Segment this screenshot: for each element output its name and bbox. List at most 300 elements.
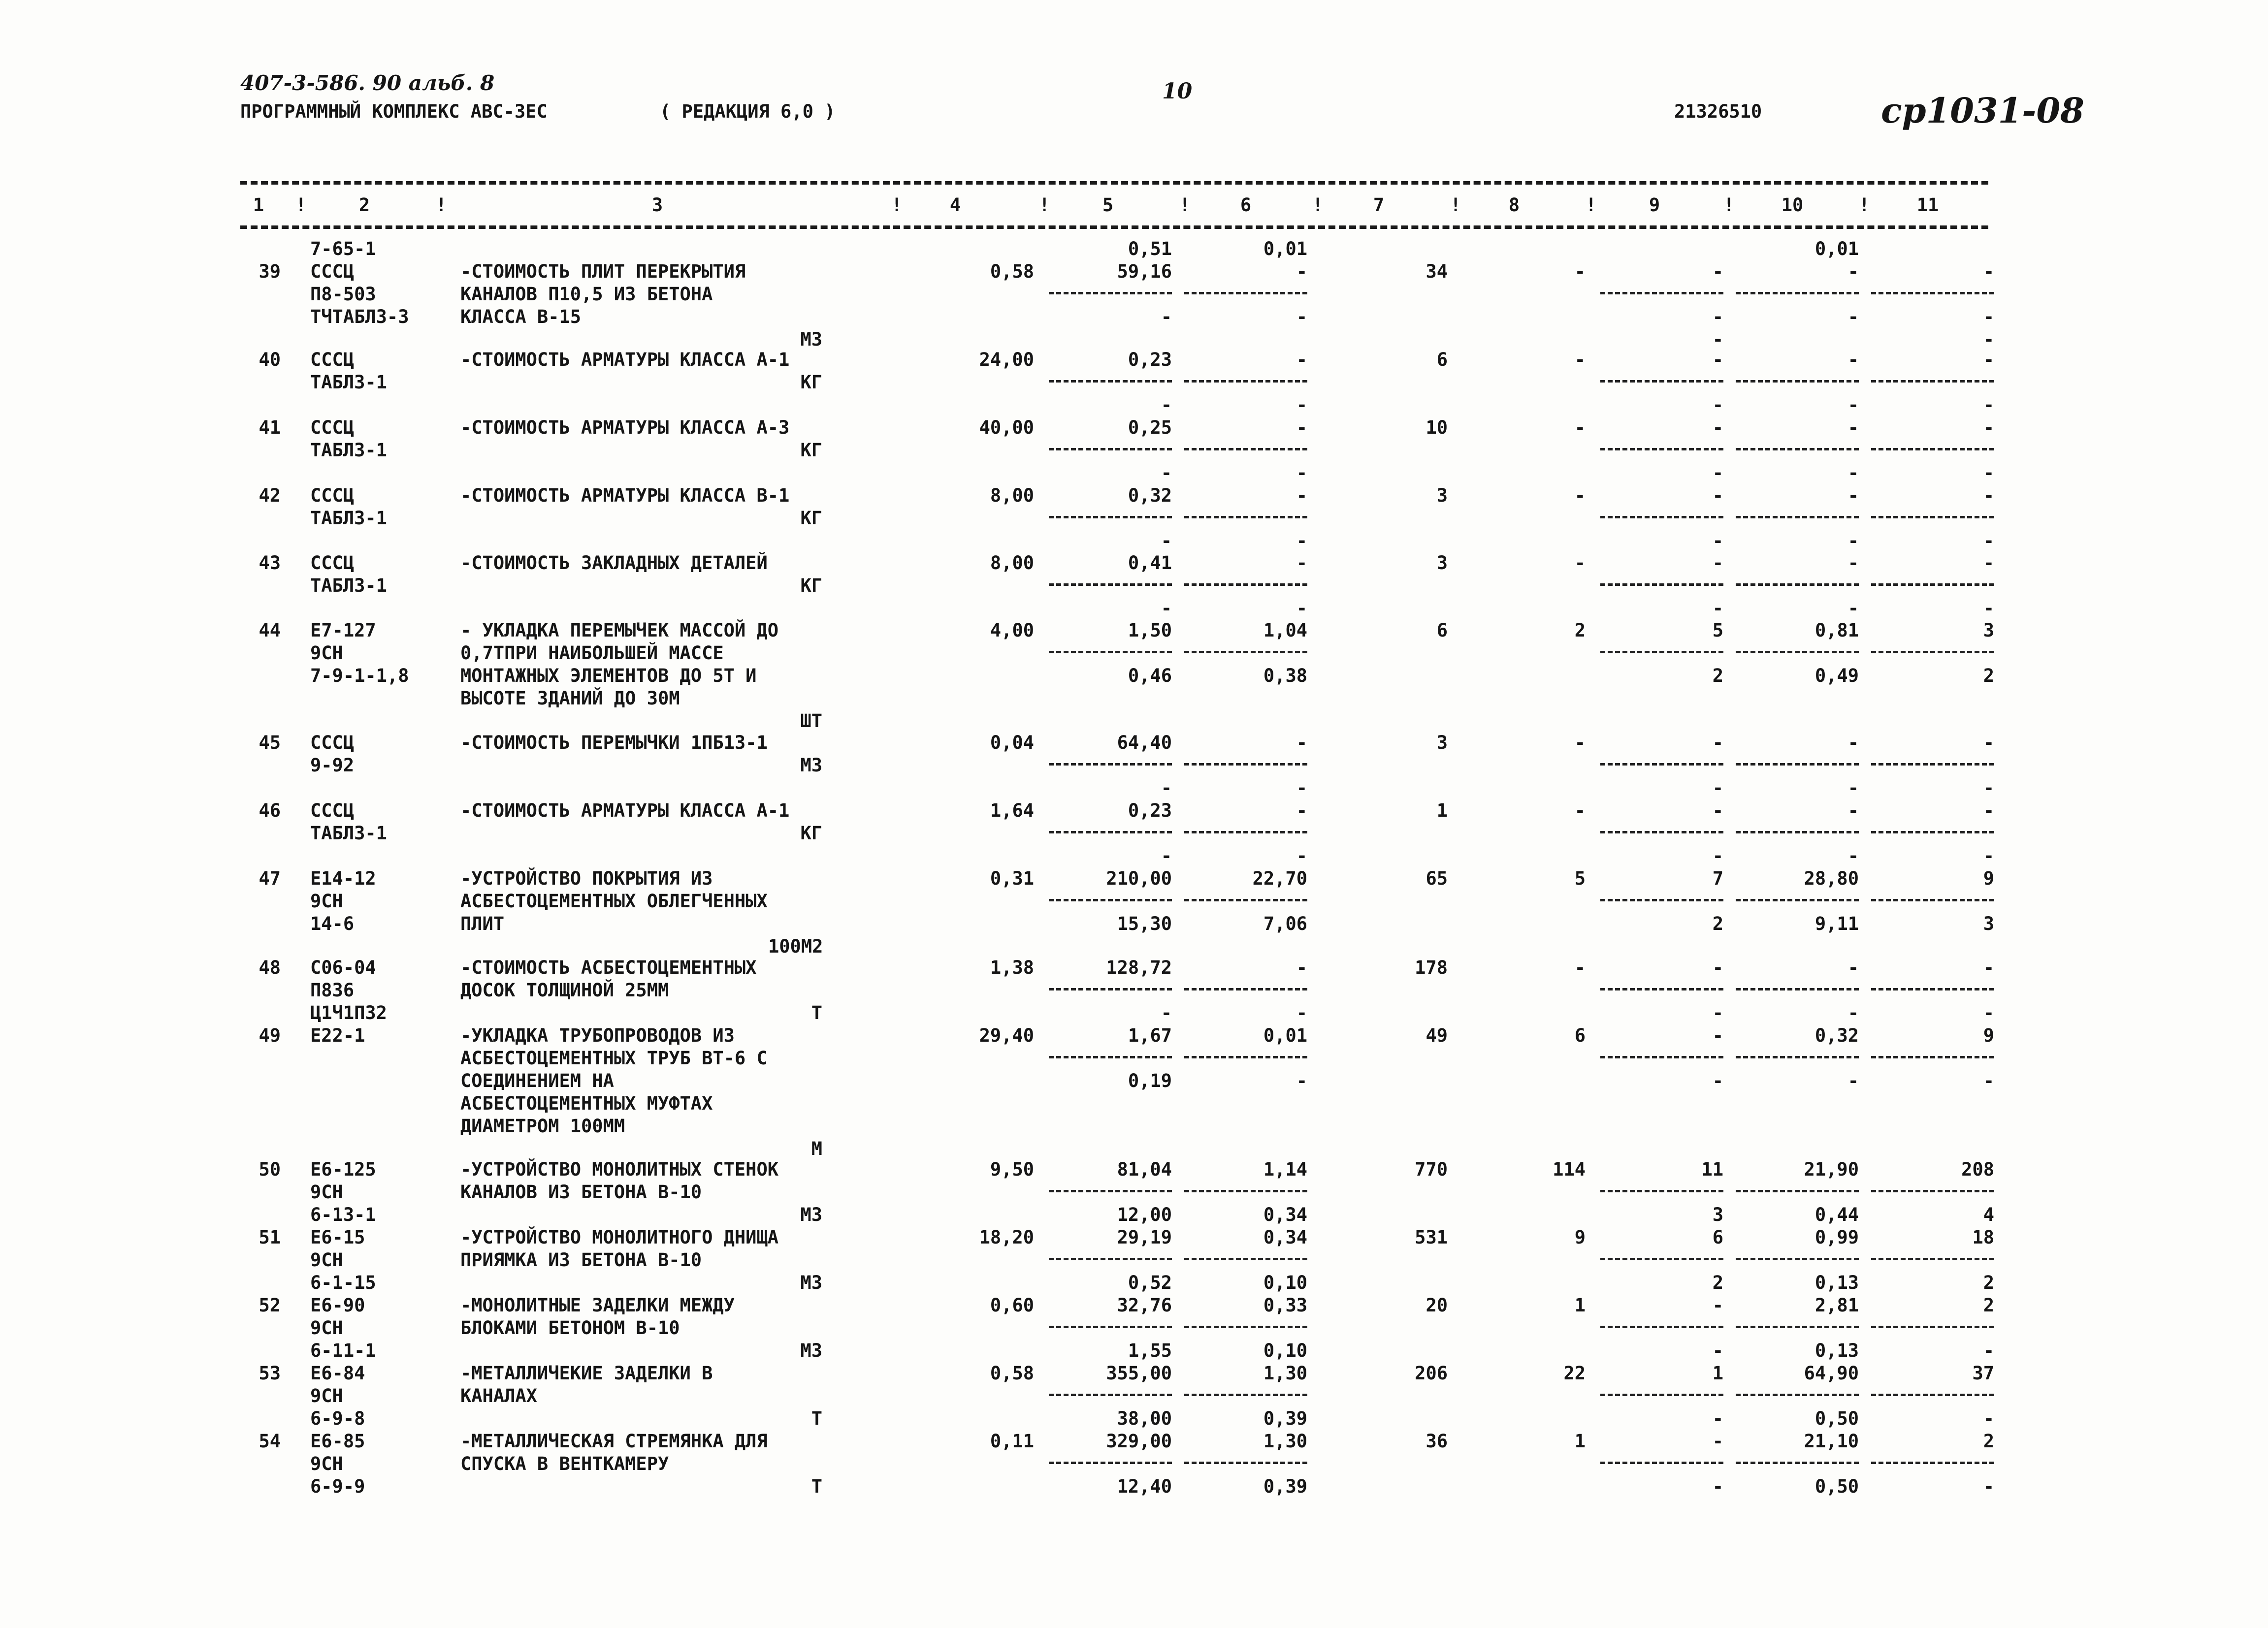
- value-c10: -: [1847, 598, 1859, 619]
- value-c9: 11: [1701, 1159, 1723, 1180]
- quantity: 0,58: [990, 1363, 1034, 1384]
- value-c5: -: [1161, 598, 1172, 619]
- value-c6: 0,33: [1263, 1295, 1307, 1316]
- column-header: 3: [651, 194, 663, 216]
- value-c6: -: [1296, 394, 1307, 415]
- value-c9: -: [1712, 329, 1723, 350]
- cell-separator: [1600, 1326, 1723, 1328]
- value-c5: 210,00: [1106, 868, 1172, 889]
- quantity: 0,60: [990, 1295, 1034, 1316]
- cell-separator: [1184, 1056, 1307, 1058]
- doc-code: 407-3-586. 90 альб. 8: [240, 71, 495, 95]
- row-number: 40: [259, 349, 281, 370]
- value-c8: -: [1574, 957, 1586, 978]
- column-header: 2: [358, 194, 370, 216]
- work-description: -МЕТАЛЛИЧЕСКАЯ СТРЕМЯНКА ДЛЯ: [460, 1431, 768, 1452]
- value-c6: -: [1296, 732, 1307, 753]
- rate-code: СССЦ: [310, 485, 355, 506]
- value-c5: 329,00: [1106, 1431, 1172, 1452]
- value-c10: -: [1847, 800, 1859, 821]
- value-c10: 21,10: [1804, 1431, 1859, 1452]
- cell-separator: [1049, 1462, 1172, 1464]
- cell-separator: [1049, 1258, 1172, 1260]
- value-c5: 0,46: [1128, 665, 1172, 686]
- work-description: БЛОКАМИ БЕТОНОМ В-10: [460, 1317, 680, 1339]
- value-c6: 0,39: [1263, 1408, 1307, 1429]
- unit-label: КГ: [800, 575, 822, 596]
- cell-separator: [1049, 651, 1172, 653]
- value-c9: -: [1712, 1295, 1723, 1316]
- row-number: 47: [259, 868, 281, 889]
- cell-separator: [1600, 1056, 1723, 1058]
- value-c7: 49: [1426, 1025, 1448, 1046]
- row-number: 48: [259, 957, 281, 978]
- row-number: 54: [259, 1431, 281, 1452]
- rate-code: ТАБЛ3-1: [310, 575, 387, 596]
- value-c7: 206: [1415, 1363, 1448, 1384]
- rate-code: 7-9-1-1,8: [310, 665, 409, 686]
- value-c8: -: [1574, 349, 1586, 370]
- value-c8: -: [1574, 800, 1586, 821]
- unit-label: Т: [811, 1408, 822, 1429]
- unit-label: КГ: [800, 372, 822, 393]
- value-c10: 0,81: [1814, 620, 1859, 641]
- cell-separator: [1184, 292, 1307, 294]
- unit-label: М3: [800, 1340, 822, 1361]
- unit-label: КГ: [800, 823, 822, 844]
- value-c6: -: [1296, 530, 1307, 551]
- cell-separator: [1736, 651, 1859, 653]
- value-c5: 1,50: [1128, 620, 1172, 641]
- unit-label: 100М2: [768, 936, 823, 957]
- quantity: 40,00: [979, 417, 1034, 438]
- work-description: -СТОИМОСТЬ АСБЕСТОЦЕМЕНТНЫХ: [460, 957, 757, 978]
- value-c11: -: [1983, 485, 1994, 506]
- cell-separator: [1871, 1326, 1994, 1328]
- value-c11: -: [1983, 394, 1994, 415]
- value-c9: -: [1712, 1025, 1723, 1046]
- cell-separator: [1600, 380, 1723, 383]
- value-c10: 0,99: [1814, 1227, 1859, 1248]
- value-c11: -: [1983, 598, 1994, 619]
- value-c11: 9: [1983, 1025, 1994, 1046]
- value-c6: -: [1296, 598, 1307, 619]
- quantity: 8,00: [990, 552, 1034, 574]
- work-description: ДИАМЕТРОМ 100ММ: [460, 1116, 625, 1137]
- value-c11: -: [1983, 306, 1994, 327]
- value-c7: 178: [1415, 957, 1448, 978]
- value-c9: -: [1712, 598, 1723, 619]
- value-c10: -: [1847, 530, 1859, 551]
- value-c7: 531: [1415, 1227, 1448, 1248]
- value-c10: 9,11: [1814, 913, 1859, 934]
- value-c9: -: [1712, 1408, 1723, 1429]
- work-description: -СТОИМОСТЬ АРМАТУРЫ КЛАССА А-1: [460, 800, 790, 821]
- work-description: ВЫСОТЕ ЗДАНИЙ ДО 30М: [460, 688, 680, 709]
- value-c9: -: [1712, 800, 1723, 821]
- cell-separator: [1871, 1258, 1994, 1260]
- value-c7: 1: [1436, 800, 1448, 821]
- cell-separator: [1736, 1258, 1859, 1260]
- unit-label: КГ: [800, 508, 822, 529]
- rate-code: Е6-85: [310, 1431, 365, 1452]
- work-description: СОЕДИНЕНИЕМ НА: [460, 1070, 614, 1091]
- row-number: 46: [259, 800, 281, 821]
- cell-separator: [1871, 1462, 1994, 1464]
- value-c11: 2: [1983, 665, 1994, 686]
- rate-code: 6-9-9: [310, 1476, 365, 1497]
- value-c6: 7,06: [1263, 913, 1307, 934]
- value-c11: -: [1983, 1002, 1994, 1023]
- rate-code: 9-92: [310, 755, 355, 776]
- value-c5: 0,41: [1128, 552, 1172, 574]
- value-c9: -: [1712, 957, 1723, 978]
- rate-code: 14-6: [310, 913, 355, 934]
- value-c11: -: [1983, 417, 1994, 438]
- value-c11: 3: [1983, 620, 1994, 641]
- quantity: 0,31: [990, 868, 1034, 889]
- row-number: 51: [259, 1227, 281, 1248]
- value-c10: 64,90: [1804, 1363, 1859, 1384]
- value-c8: 6: [1574, 1025, 1586, 1046]
- cell-separator: [1600, 516, 1723, 518]
- stamp-signature: ср1031-08: [1881, 90, 2084, 131]
- value-c6: -: [1296, 349, 1307, 370]
- rate-code: СССЦ: [310, 261, 355, 282]
- rate-code: Ц1Ч1П32: [310, 1002, 387, 1023]
- value-c5: -: [1161, 394, 1172, 415]
- rate-code: ТАБЛ3-1: [310, 440, 387, 461]
- value-c9: -: [1712, 261, 1723, 282]
- work-description: КАНАЛАХ: [460, 1385, 537, 1406]
- value-c10: 0,44: [1814, 1204, 1859, 1225]
- value-c5: 32,76: [1117, 1295, 1172, 1316]
- cell-separator: [1736, 583, 1859, 586]
- unit-label: М3: [800, 1272, 822, 1293]
- value-c11: 208: [1961, 1159, 1994, 1180]
- rate-code: СССЦ: [310, 417, 355, 438]
- value-c8: -: [1574, 732, 1586, 753]
- column-header: 4: [949, 194, 961, 216]
- value-c8: 9: [1574, 1227, 1586, 1248]
- row-number: 43: [259, 552, 281, 574]
- cell-separator: [1600, 988, 1723, 990]
- value-c7: 3: [1436, 552, 1448, 574]
- value-c9: -: [1712, 485, 1723, 506]
- row-number: 45: [259, 732, 281, 753]
- work-description: -СТОИМОСТЬ АРМАТУРЫ КЛАССА А-3: [460, 417, 790, 438]
- unit-label: Т: [811, 1476, 822, 1497]
- value-c6: 1,30: [1263, 1363, 1307, 1384]
- cell-separator: [1049, 1326, 1172, 1328]
- value-c9: 6: [1712, 1227, 1723, 1248]
- cell-separator: [1049, 988, 1172, 990]
- rate-code: Е22-1: [310, 1025, 365, 1046]
- value-c8: -: [1574, 261, 1586, 282]
- value-c8: 1: [1574, 1295, 1586, 1316]
- cell-separator: [1600, 1190, 1723, 1192]
- work-description: -СТОИМОСТЬ ЗАКЛАДНЫХ ДЕТАЛЕЙ: [460, 552, 768, 574]
- value-c10: -: [1847, 845, 1859, 866]
- cell-separator: [1184, 1326, 1307, 1328]
- cell-separator: [1871, 988, 1994, 990]
- value-c5: 0,51: [1128, 238, 1172, 259]
- cell-separator: [1871, 1190, 1994, 1192]
- cell-separator: [1871, 448, 1994, 450]
- value-c11: -: [1983, 800, 1994, 821]
- value-c9: -: [1712, 1476, 1723, 1497]
- value-c10: 0,01: [1814, 238, 1859, 259]
- cell-separator: [1736, 763, 1859, 766]
- cell-separator: [1871, 1394, 1994, 1396]
- value-c6: -: [1296, 552, 1307, 574]
- cell-separator: [1871, 380, 1994, 383]
- work-description: КАНАЛОВ П10,5 ИЗ БЕТОНА: [460, 284, 713, 305]
- cell-separator: [1736, 831, 1859, 833]
- program-code: 21326510: [1674, 101, 1762, 122]
- value-c6: 1,04: [1263, 620, 1307, 641]
- work-description: АСБЕСТОЦЕМЕНТНЫХ ОБЛЕГЧЕННЫХ: [460, 891, 768, 912]
- cell-separator: [1600, 899, 1723, 901]
- value-c6: 0,34: [1263, 1227, 1307, 1248]
- rate-code: СССЦ: [310, 349, 355, 370]
- value-c5: 1,55: [1128, 1340, 1172, 1361]
- value-c9: 1: [1712, 1363, 1723, 1384]
- value-c5: 0,25: [1128, 417, 1172, 438]
- rate-code: Е6-90: [310, 1295, 365, 1316]
- column-separator: !: [1039, 194, 1050, 216]
- value-c11: 4: [1983, 1204, 1994, 1225]
- value-c6: 0,01: [1263, 1025, 1307, 1046]
- value-c11: -: [1983, 957, 1994, 978]
- cell-separator: [1736, 380, 1859, 383]
- value-c10: 0,13: [1814, 1272, 1859, 1293]
- work-description: АСБЕСТОЦЕМЕНТНЫХ МУФТАХ: [460, 1093, 713, 1114]
- value-c5: -: [1161, 845, 1172, 866]
- value-c5: -: [1161, 462, 1172, 483]
- cell-separator: [1184, 763, 1307, 766]
- value-c6: -: [1296, 845, 1307, 866]
- cell-separator: [1600, 763, 1723, 766]
- cell-separator: [1871, 583, 1994, 586]
- cell-separator: [1600, 1462, 1723, 1464]
- value-c5: -: [1161, 530, 1172, 551]
- column-header: 1: [253, 194, 264, 216]
- cell-separator: [1184, 380, 1307, 383]
- value-c10: 21,90: [1804, 1159, 1859, 1180]
- value-c7: 770: [1415, 1159, 1448, 1180]
- value-c8: -: [1574, 552, 1586, 574]
- unit-label: Т: [811, 1002, 822, 1023]
- table-top-rule: [240, 181, 1988, 185]
- cell-separator: [1871, 1056, 1994, 1058]
- work-description: 0,7ТПРИ НАИБОЛЬШЕЙ МАССЕ: [460, 642, 724, 664]
- cell-separator: [1736, 1326, 1859, 1328]
- value-c10: -: [1847, 957, 1859, 978]
- rate-code: ТАБЛ3-1: [310, 823, 387, 844]
- unit-label: КГ: [800, 440, 822, 461]
- cell-separator: [1736, 516, 1859, 518]
- cell-separator: [1600, 651, 1723, 653]
- cell-separator: [1736, 448, 1859, 450]
- column-separator: !: [891, 194, 903, 216]
- rate-code: СССЦ: [310, 800, 355, 821]
- quantity: 4,00: [990, 620, 1034, 641]
- column-separator: !: [1450, 194, 1461, 216]
- value-c6: -: [1296, 800, 1307, 821]
- unit-label: ШТ: [800, 710, 822, 732]
- column-header: 9: [1649, 194, 1660, 216]
- work-description: - УКЛАДКА ПЕРЕМЫЧЕК МАССОЙ ДО: [460, 620, 779, 641]
- value-c11: -: [1983, 349, 1994, 370]
- column-header: 5: [1102, 194, 1114, 216]
- value-c9: -: [1712, 349, 1723, 370]
- value-c11: -: [1983, 329, 1994, 350]
- cell-separator: [1600, 1258, 1723, 1260]
- cell-separator: [1736, 899, 1859, 901]
- value-c5: 64,40: [1117, 732, 1172, 753]
- work-description: -СТОИМОСТЬ АРМАТУРЫ КЛАССА А-1: [460, 349, 790, 370]
- value-c6: 0,01: [1263, 238, 1307, 259]
- quantity: 18,20: [979, 1227, 1034, 1248]
- value-c7: 10: [1426, 417, 1448, 438]
- cell-separator: [1600, 831, 1723, 833]
- value-c7: 6: [1436, 349, 1448, 370]
- column-separator: !: [1312, 194, 1324, 216]
- cell-separator: [1736, 1462, 1859, 1464]
- value-c10: -: [1847, 732, 1859, 753]
- cell-separator: [1600, 292, 1723, 294]
- value-c7: 20: [1426, 1295, 1448, 1316]
- cell-separator: [1049, 516, 1172, 518]
- cell-separator: [1871, 516, 1994, 518]
- rate-code: 6-13-1: [310, 1204, 376, 1225]
- value-c10: -: [1847, 261, 1859, 282]
- value-c9: -: [1712, 1340, 1723, 1361]
- value-c5: 355,00: [1106, 1363, 1172, 1384]
- value-c11: 18: [1972, 1227, 1994, 1248]
- value-c11: 2: [1983, 1431, 1994, 1452]
- work-description: -УКЛАДКА ТРУБОПРОВОДОВ ИЗ: [460, 1025, 735, 1046]
- page-number: 10: [1162, 79, 1193, 104]
- cell-separator: [1871, 899, 1994, 901]
- rate-code: 9СН: [310, 1453, 343, 1474]
- value-c9: 2: [1712, 913, 1723, 934]
- cell-separator: [1184, 899, 1307, 901]
- work-description: ДОСОК ТОЛЩИНОЙ 25ММ: [460, 980, 669, 1001]
- value-c5: 1,67: [1128, 1025, 1172, 1046]
- cell-separator: [1184, 1394, 1307, 1396]
- quantity: 0,58: [990, 261, 1034, 282]
- value-c6: -: [1296, 417, 1307, 438]
- value-c11: 2: [1983, 1295, 1994, 1316]
- row-number: 42: [259, 485, 281, 506]
- column-header: 8: [1508, 194, 1520, 216]
- value-c7: 3: [1436, 485, 1448, 506]
- value-c10: 0,49: [1814, 665, 1859, 686]
- value-c11: -: [1983, 1340, 1994, 1361]
- work-description: АСБЕСТОЦЕМЕНТНЫХ ТРУБ ВТ-6 С: [460, 1048, 768, 1069]
- value-c9: 3: [1712, 1204, 1723, 1225]
- value-c10: 0,50: [1814, 1408, 1859, 1429]
- cell-separator: [1871, 651, 1994, 653]
- value-c8: 1: [1574, 1431, 1586, 1452]
- cell-separator: [1184, 1258, 1307, 1260]
- cell-separator: [1049, 899, 1172, 901]
- value-c11: -: [1983, 462, 1994, 483]
- value-c11: 37: [1972, 1363, 1994, 1384]
- unit-label: М3: [800, 1204, 822, 1225]
- rate-code: ТЧТАБЛ3-3: [310, 306, 409, 327]
- value-c6: -: [1296, 306, 1307, 327]
- value-c5: 128,72: [1106, 957, 1172, 978]
- value-c9: 7: [1712, 868, 1723, 889]
- cell-separator: [1736, 1056, 1859, 1058]
- value-c11: -: [1983, 732, 1994, 753]
- value-c10: -: [1847, 417, 1859, 438]
- work-description: -СТОИМОСТЬ ПЛИТ ПЕРЕКРЫТИЯ: [460, 261, 746, 282]
- value-c8: -: [1574, 417, 1586, 438]
- value-c6: -: [1296, 1070, 1307, 1091]
- value-c11: -: [1983, 1070, 1994, 1091]
- cell-separator: [1184, 1190, 1307, 1192]
- table-header-rule: [240, 225, 1988, 229]
- quantity: 1,64: [990, 800, 1034, 821]
- work-description: ПРИЯМКА ИЗ БЕТОНА В-10: [460, 1249, 702, 1271]
- value-c8: 22: [1563, 1363, 1586, 1384]
- value-c9: -: [1712, 845, 1723, 866]
- value-c6: -: [1296, 462, 1307, 483]
- value-c10: 28,80: [1804, 868, 1859, 889]
- cell-separator: [1049, 292, 1172, 294]
- row-number: 53: [259, 1363, 281, 1384]
- value-c6: 0,38: [1263, 665, 1307, 686]
- rate-code: Е6-84: [310, 1363, 365, 1384]
- quantity: 8,00: [990, 485, 1034, 506]
- value-c9: -: [1712, 394, 1723, 415]
- cell-separator: [1871, 763, 1994, 766]
- column-header: 10: [1781, 194, 1804, 216]
- rate-code: 6-9-8: [310, 1408, 365, 1429]
- value-c11: -: [1983, 1408, 1994, 1429]
- value-c6: 22,70: [1252, 868, 1307, 889]
- value-c6: 0,10: [1263, 1272, 1307, 1293]
- rate-code: П836: [310, 980, 355, 1001]
- cell-separator: [1049, 1394, 1172, 1396]
- work-description: -СТОИМОСТЬ ПЕРЕМЫЧКИ 1ПБ13-1: [460, 732, 768, 753]
- value-c6: 0,34: [1263, 1204, 1307, 1225]
- value-c5: 0,32: [1128, 485, 1172, 506]
- value-c5: 81,04: [1117, 1159, 1172, 1180]
- quantity: 9,50: [990, 1159, 1034, 1180]
- cell-separator: [1049, 583, 1172, 586]
- rate-code: 9СН: [310, 1249, 343, 1271]
- value-c5: -: [1161, 306, 1172, 327]
- value-c10: 0,50: [1814, 1476, 1859, 1497]
- value-c9: -: [1712, 462, 1723, 483]
- rate-code: Е6-15: [310, 1227, 365, 1248]
- value-c11: 2: [1983, 1272, 1994, 1293]
- value-c10: 2,81: [1814, 1295, 1859, 1316]
- value-c9: -: [1712, 1070, 1723, 1091]
- unit-label: М: [811, 1138, 822, 1159]
- value-c11: 9: [1983, 868, 1994, 889]
- row-number: 52: [259, 1295, 281, 1316]
- value-c11: -: [1983, 777, 1994, 798]
- column-separator: !: [295, 194, 307, 216]
- value-c9: 5: [1712, 620, 1723, 641]
- value-c8: -: [1574, 485, 1586, 506]
